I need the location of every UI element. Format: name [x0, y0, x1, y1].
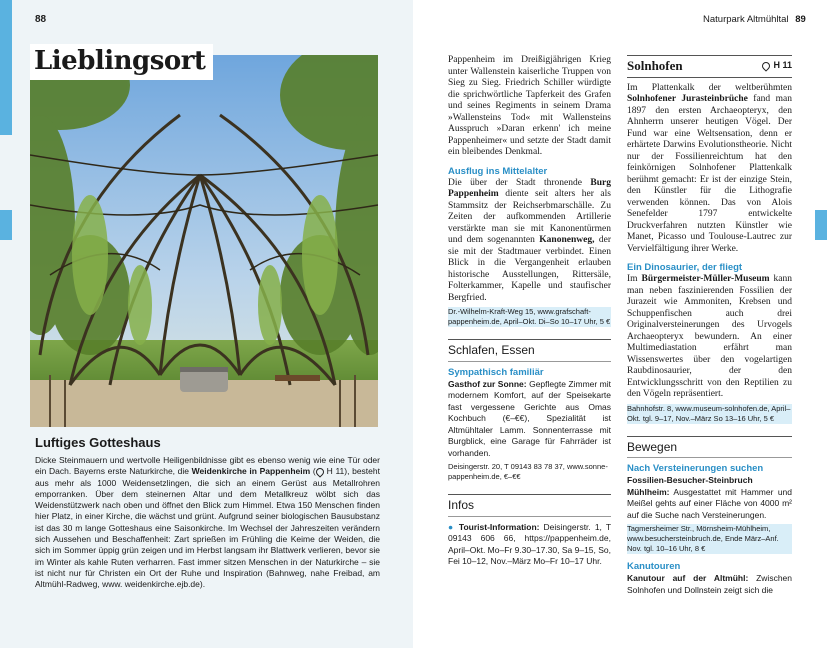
body-text-2: ), besteht aus mehr als 1000 Weidensetzlingen, die sich an einem Gerüst aus Metallrohren emporranken. Über dem steinernen Altar und dem Metallkreuz wölbt sich das Weidenstützwerk nach oben und öffnet den Blick zum Himmel. Etwa 150 Menschen finden hier Platz, in einer Kirche, die wächst und grünt. Aufgrund seiner biologischen Bausubstanz ist das 30 m lange Gotteshaus eine Saisonkirche. Im Wechsel der Jahreszeiten verändern sich Aussehen und Beschaffenheit: Zart sprießen im Frühling die Keime der Weiden, die sich im Sommer üppig grün zeigen und im Herbst langsam ihr Blattwerk verlieren, bevor sie im Winter als kahle Ruten verharren. Fast immer sitzen Menschen in der Naturkirche – sie ist nicht nur für Christen ein Ort der Ruhe und Inspiration (Bahnweg, nahe Freibad, am Altmühl-Radweg, www. weidenkirche.ejb.de).: [35, 466, 380, 590]
museum-name: Bürgermeister-Müller-Museum: [641, 274, 770, 284]
left-page: [0, 0, 413, 648]
kanu-text: Kanutour auf der Altmühl: Zwischen Solnhofen und Dollnstein zeigt sich die: [627, 573, 792, 595]
solnhofen-map-ref: H 11: [762, 60, 792, 72]
pappenheim-intro: Pappenheim im Dreißigjährigen Krieg unter Wallenstein kaiserliche Truppen von Sieg zu Sieg. Friedrich Schiller würdigte die sprichwörtliche Tapferkeit des Grafen und seines Regiments in seinem Drama »Wallensteins Tod« mit Wallensteins Ausspruch »Daran erkenn' ich meine Pappenheimer« und setzte der Stadt damit ein bleibendes Denkmal.: [448, 55, 611, 157]
steinbruch-name: Fossilien-Besucher-Steinbruch Mühlheim:: [627, 475, 753, 497]
solnhofen-text: Im Plattenkalk der weltberühmten Solnhofener Jurasteinbrüche fand man 1897 den ersten Archaeopteryx, den Ahnherrn unserer heutigen Vögel. Der Fund war eine Weltsensation, denn er erhärtete Darwins Evolutionstheorie. Nicht nur der Fossilienreichtum hat den feinkörnigen Solnhofener Plattenkalk berühmt gemacht: Er ist der einzige Stein, den Künstler für die Lithografie verwenden können. Das von Alois Senefelder 1797 entwickelte Druckverfahren nutzten Künstler wie Manet, Picasso und Toulouse-Lautrec zur Vervielfältigung ihrer Werke.: [627, 82, 792, 254]
weidenkirche-bold: Weidenkirche in Pappenheim: [191, 466, 311, 477]
ausflug-text: Die über der Stadt thronende Burg Pappenheim diente seit alters her als Stammsitz der Reichserbmarschälle. Zu Zeiten der aufkommenden Artillerie verstärkte man sie mit Kanonentürmen und dem sogenannten Kanonenweg, der sie mit der Stadtmauer verbindet. Einen Blick in die Vergangenheit erlauben historische Ausstellungen, Rittersäle, Folterkammer, Kapelle und staufischer Bergfried.: [448, 177, 611, 303]
section-tab-marker: [0, 210, 12, 240]
gasthof-text: Gasthof zur Sonne: Gepflegte Zimmer mit modernem Komfort, auf der Speisekarte fast vergessene Gerichte aus Omas Kochbuch (€–€€), Spezialität ist Altmühltaler Lamm. Sonnenterrasse mit Burgblick, eine Garage für Fahrräder ist vorhanden.: [448, 378, 612, 458]
infos-heading: Infos: [448, 494, 611, 517]
kanu-name: Kanutour auf der Altmühl:: [627, 573, 749, 583]
gasthof-address: Deisingerstr. 20, T 09143 83 78 37, www.sonne-pappenheim.de, €–€€: [448, 462, 608, 481]
lieblingsort-badge: Lieblingsort: [30, 44, 213, 80]
page-number-left: 88: [35, 14, 47, 25]
kanu-heading: Kanutouren: [627, 561, 681, 572]
article-title: Luftiges Gotteshaus: [35, 435, 161, 450]
page-number-right: 89: [795, 14, 806, 25]
section-tab-marker-right: [815, 210, 827, 240]
section-tab: [0, 0, 12, 135]
burg-pappenheim: Burg Pappenheim: [448, 177, 611, 199]
bullet-icon: ●: [448, 521, 459, 532]
museum-address: Bahnhofstr. 8, www.museum-solnhofen.de, April–Okt. tgl. 9–17, Nov.–März So 13–16 Uhr, 5 €: [627, 403, 791, 423]
article-body: Dicke Steinmauern und wertvolle Heiligenbildnisse gibt es ebenso wenig wie eine Tür oder ein Dach. Bayerns erste Naturkirche, die Weidenkirche in Pappenheim ( H 11), besteht aus mehr als 1000 Weidensetzlingen, die sich an einem Gerüst aus Metallrohren emporranken. Über dem steinernen Altar und dem Metallkreuz wölbt sich das Weidenstützwerk nach oben und öffnet den Blick zum Himmel. Etwa 150 Menschen finden hier Platz, in einer Kirche, die wächst und grünt. Aufgrund seiner biologischen Bausubstanz ist das 30 m lange Gotteshaus eine Saisonkirche. Im Wechsel der Jahreszeiten verändern sich Aussehen und Beschaffenheit: Zart sprießen im Frühling die Keime der Weiden, die sich im Sommer üppig grün zeigen und im Herbst langsam ihr Blattwerk verlieren, bevor sie im Winter als kahle Ruten verharren. Fast immer sitzen Menschen in der Naturkirche – sie ist nicht nur für Christen ein Ort der Ruhe und Inspiration (Bahnweg, nahe Freibad, am Altmühl-Radweg, www. weidenkirche.ejb.de).: [35, 455, 380, 590]
map-ref: H 11: [326, 466, 345, 477]
tourist-label: Tourist-Information:: [458, 521, 540, 532]
solnhofen-title: Solnhofen: [627, 58, 683, 73]
map-pin-icon: [314, 466, 325, 477]
versteinerungen-heading: Nach Versteinerungen suchen: [627, 463, 764, 474]
tourist-info: ● Tourist-Information: Deisingerstr. 1, T 09143 606 66, https://pappenheim.de, April–Okt. Mo–Fr 9.30–17.30, Sa 9–15, So, Fei 10–12, Nov.–März Mo–Fr 10–17 Uhr.: [448, 521, 612, 566]
bewegen-heading: Bewegen: [627, 436, 792, 459]
steinbruch-address: Tagmersheimer Str., Mörnsheim-Mühlheim, www.besuchersteinbruch.de, Ende März–Anf. Nov. tgl. 10–16 Uhr, 8 €: [627, 524, 792, 554]
sympathisch-heading: Sympathisch familiär: [448, 366, 544, 378]
dino-text: Im Bürgermeister-Müller-Museum kann man neben faszinierenden Fossilien der Jurazeit wie Ammoniten, Krebsen und Schuppenfischen auch drei Originalversteinerungen des Urvogels Archaeopteryx bewundern. An einer Multimediastation erfährt man Wissenswertes über den vogelartigen Raubdinosaurier, der den Entwicklungsschritt von den Reptilien zu den Vögeln repräsentiert.: [627, 274, 792, 399]
running-head-text: Naturpark Altmühltal: [703, 14, 789, 25]
ausflug-address: Dr.-Wilhelm-Kraft-Weg 15, www.grafschaft-pappenheim.de, April–Okt. Di–So 10–17 Uhr, 5 €: [448, 307, 611, 326]
dino-heading: Ein Dinosaurier, der fliegt: [627, 262, 743, 273]
map-pin-icon: [761, 60, 772, 71]
column-solnhofen: [627, 55, 792, 596]
ausflug-heading: Ausflug ins Mittelalter: [448, 165, 548, 177]
steinbruch-text: Fossilien-Besucher-Steinbruch Mühlheim: Ausgestattet mit Hammer und Meißel gehts auf einer Fläche von 4000 m² auf die Suche nach Versteinerungen.: [627, 475, 792, 520]
jurasteinbrueche: Solnhofener Jurasteinbrüche: [627, 94, 748, 104]
body-text-1: Dicke Steinmauern und wertvolle Heiligenbildnisse gibt es ebenso wenig wie eine Tür oder ein Dach. Bayerns erste Naturkirche, die: [35, 455, 380, 477]
weidenkirche-photo: [30, 55, 378, 427]
gasthof-name: Gasthof zur Sonne:: [448, 378, 527, 389]
running-head: [703, 14, 806, 25]
schlafen-heading: Schlafen, Essen: [448, 339, 611, 362]
column-pappenheim: [448, 55, 611, 568]
kanonenweg: Kanonenweg,: [539, 235, 595, 245]
solnhofen-header: [627, 55, 792, 78]
